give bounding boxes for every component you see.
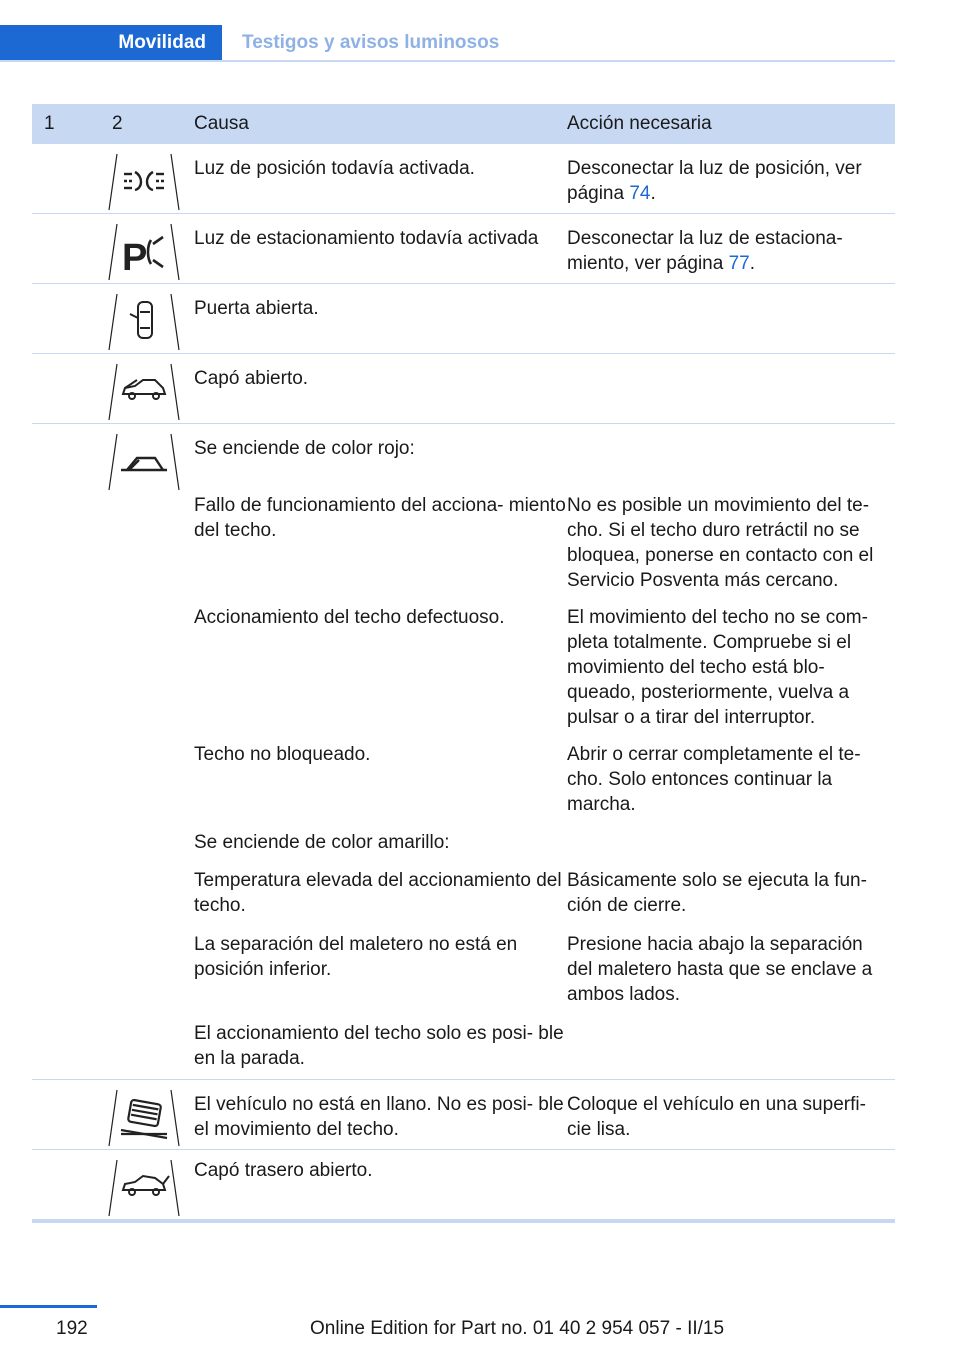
chapter-tab[interactable]: Testigos y avisos luminosos	[242, 32, 500, 53]
page-number: 192	[56, 1318, 88, 1339]
cause-text: Luz de estacionamiento todavía activada	[194, 228, 539, 249]
table-row	[32, 144, 895, 214]
table-row	[32, 284, 895, 354]
sub-action-text: No es posible un movimiento del te‐ cho. Si el techo duro retráctil no se bloquea, ponerse en contacto con el Servicio Posventa más cercano.	[567, 495, 874, 591]
table-row	[32, 424, 895, 1080]
sub-cause-text: La separación del maletero no está en posición inferior.	[194, 934, 518, 980]
parking-light-icon	[107, 222, 181, 282]
table-row	[32, 214, 895, 284]
cause-text: Se enciende de color rojo:	[194, 438, 415, 459]
table-row	[32, 354, 895, 424]
sub-cause-text: Techo no bloqueado.	[194, 744, 371, 765]
cause-text: Puerta abierta.	[194, 298, 319, 319]
sub-action-text: Abrir o cerrar completamente el te‐ cho. Solo entonces continuar la marcha.	[567, 744, 861, 815]
header-rule	[0, 60, 895, 62]
cause-text: Capó abierto.	[194, 368, 309, 389]
cause-text: Capó trasero abierto.	[194, 1160, 373, 1181]
edition-note: Online Edition for Part no. 01 40 2 954 057 - II/15	[310, 1318, 725, 1339]
sub-action-text: El movimiento del techo no se com‐ pleta totalmente. Compruebe si el movimiento del techo está blo‐ queado, posteriormente, vuelva a pulsar o a tirar del interruptor.	[567, 607, 868, 728]
sub-action-text: Presione hacia abajo la separación del maletero hasta que se enclave a ambos lados.	[567, 934, 873, 1005]
action-text: Desconectar la luz de estaciona‐ miento, ver página 77.	[567, 228, 843, 274]
action-text: Coloque el vehículo en una superfi‐ cie lisa.	[567, 1094, 866, 1140]
warning-lights-table	[32, 104, 895, 1223]
footer-rule	[0, 1305, 97, 1308]
sub-action-text: Básicamente solo se ejecuta la fun‐ ción de cierre.	[567, 870, 867, 916]
column-header-2: 2	[112, 113, 123, 134]
hood-open-icon	[107, 362, 181, 422]
page-link[interactable]: 77	[728, 253, 750, 274]
svg-text:P: P	[122, 237, 148, 279]
sub-cause-text: Fallo de funcionamiento del acciona‐ miento del techo.	[194, 495, 566, 541]
table-header	[32, 104, 895, 144]
roof-icon	[107, 432, 181, 492]
section-tab[interactable]: Movilidad	[0, 25, 222, 61]
cause-text: Luz de posición todavía activada.	[194, 158, 475, 179]
trunk-open-icon	[107, 1158, 181, 1218]
table-row	[32, 1150, 895, 1223]
slope-icon	[107, 1088, 181, 1148]
column-header-1: 1	[44, 113, 55, 134]
sub-cause-text: Temperatura elevada del accionamiento del techo.	[194, 870, 562, 916]
door-open-icon	[107, 292, 181, 352]
page-link[interactable]: 74	[629, 183, 651, 204]
column-header-action: Acción necesaria	[567, 113, 712, 134]
column-header-cause: Causa	[194, 113, 249, 134]
sub-cause-text: Se enciende de color amarillo:	[194, 832, 450, 853]
position-light-icon	[107, 152, 181, 212]
sub-cause-text: El accionamiento del techo solo es posi‐ ble en la parada.	[194, 1023, 564, 1069]
cause-text: El vehículo no está en llano. No es posi‐ ble el movimiento del techo.	[194, 1094, 564, 1140]
action-text: Desconectar la luz de posición, ver página 74.	[567, 158, 862, 204]
page-header	[0, 25, 895, 61]
table-row	[32, 1080, 895, 1150]
sub-cause-text: Accionamiento del techo defectuoso.	[194, 607, 505, 628]
